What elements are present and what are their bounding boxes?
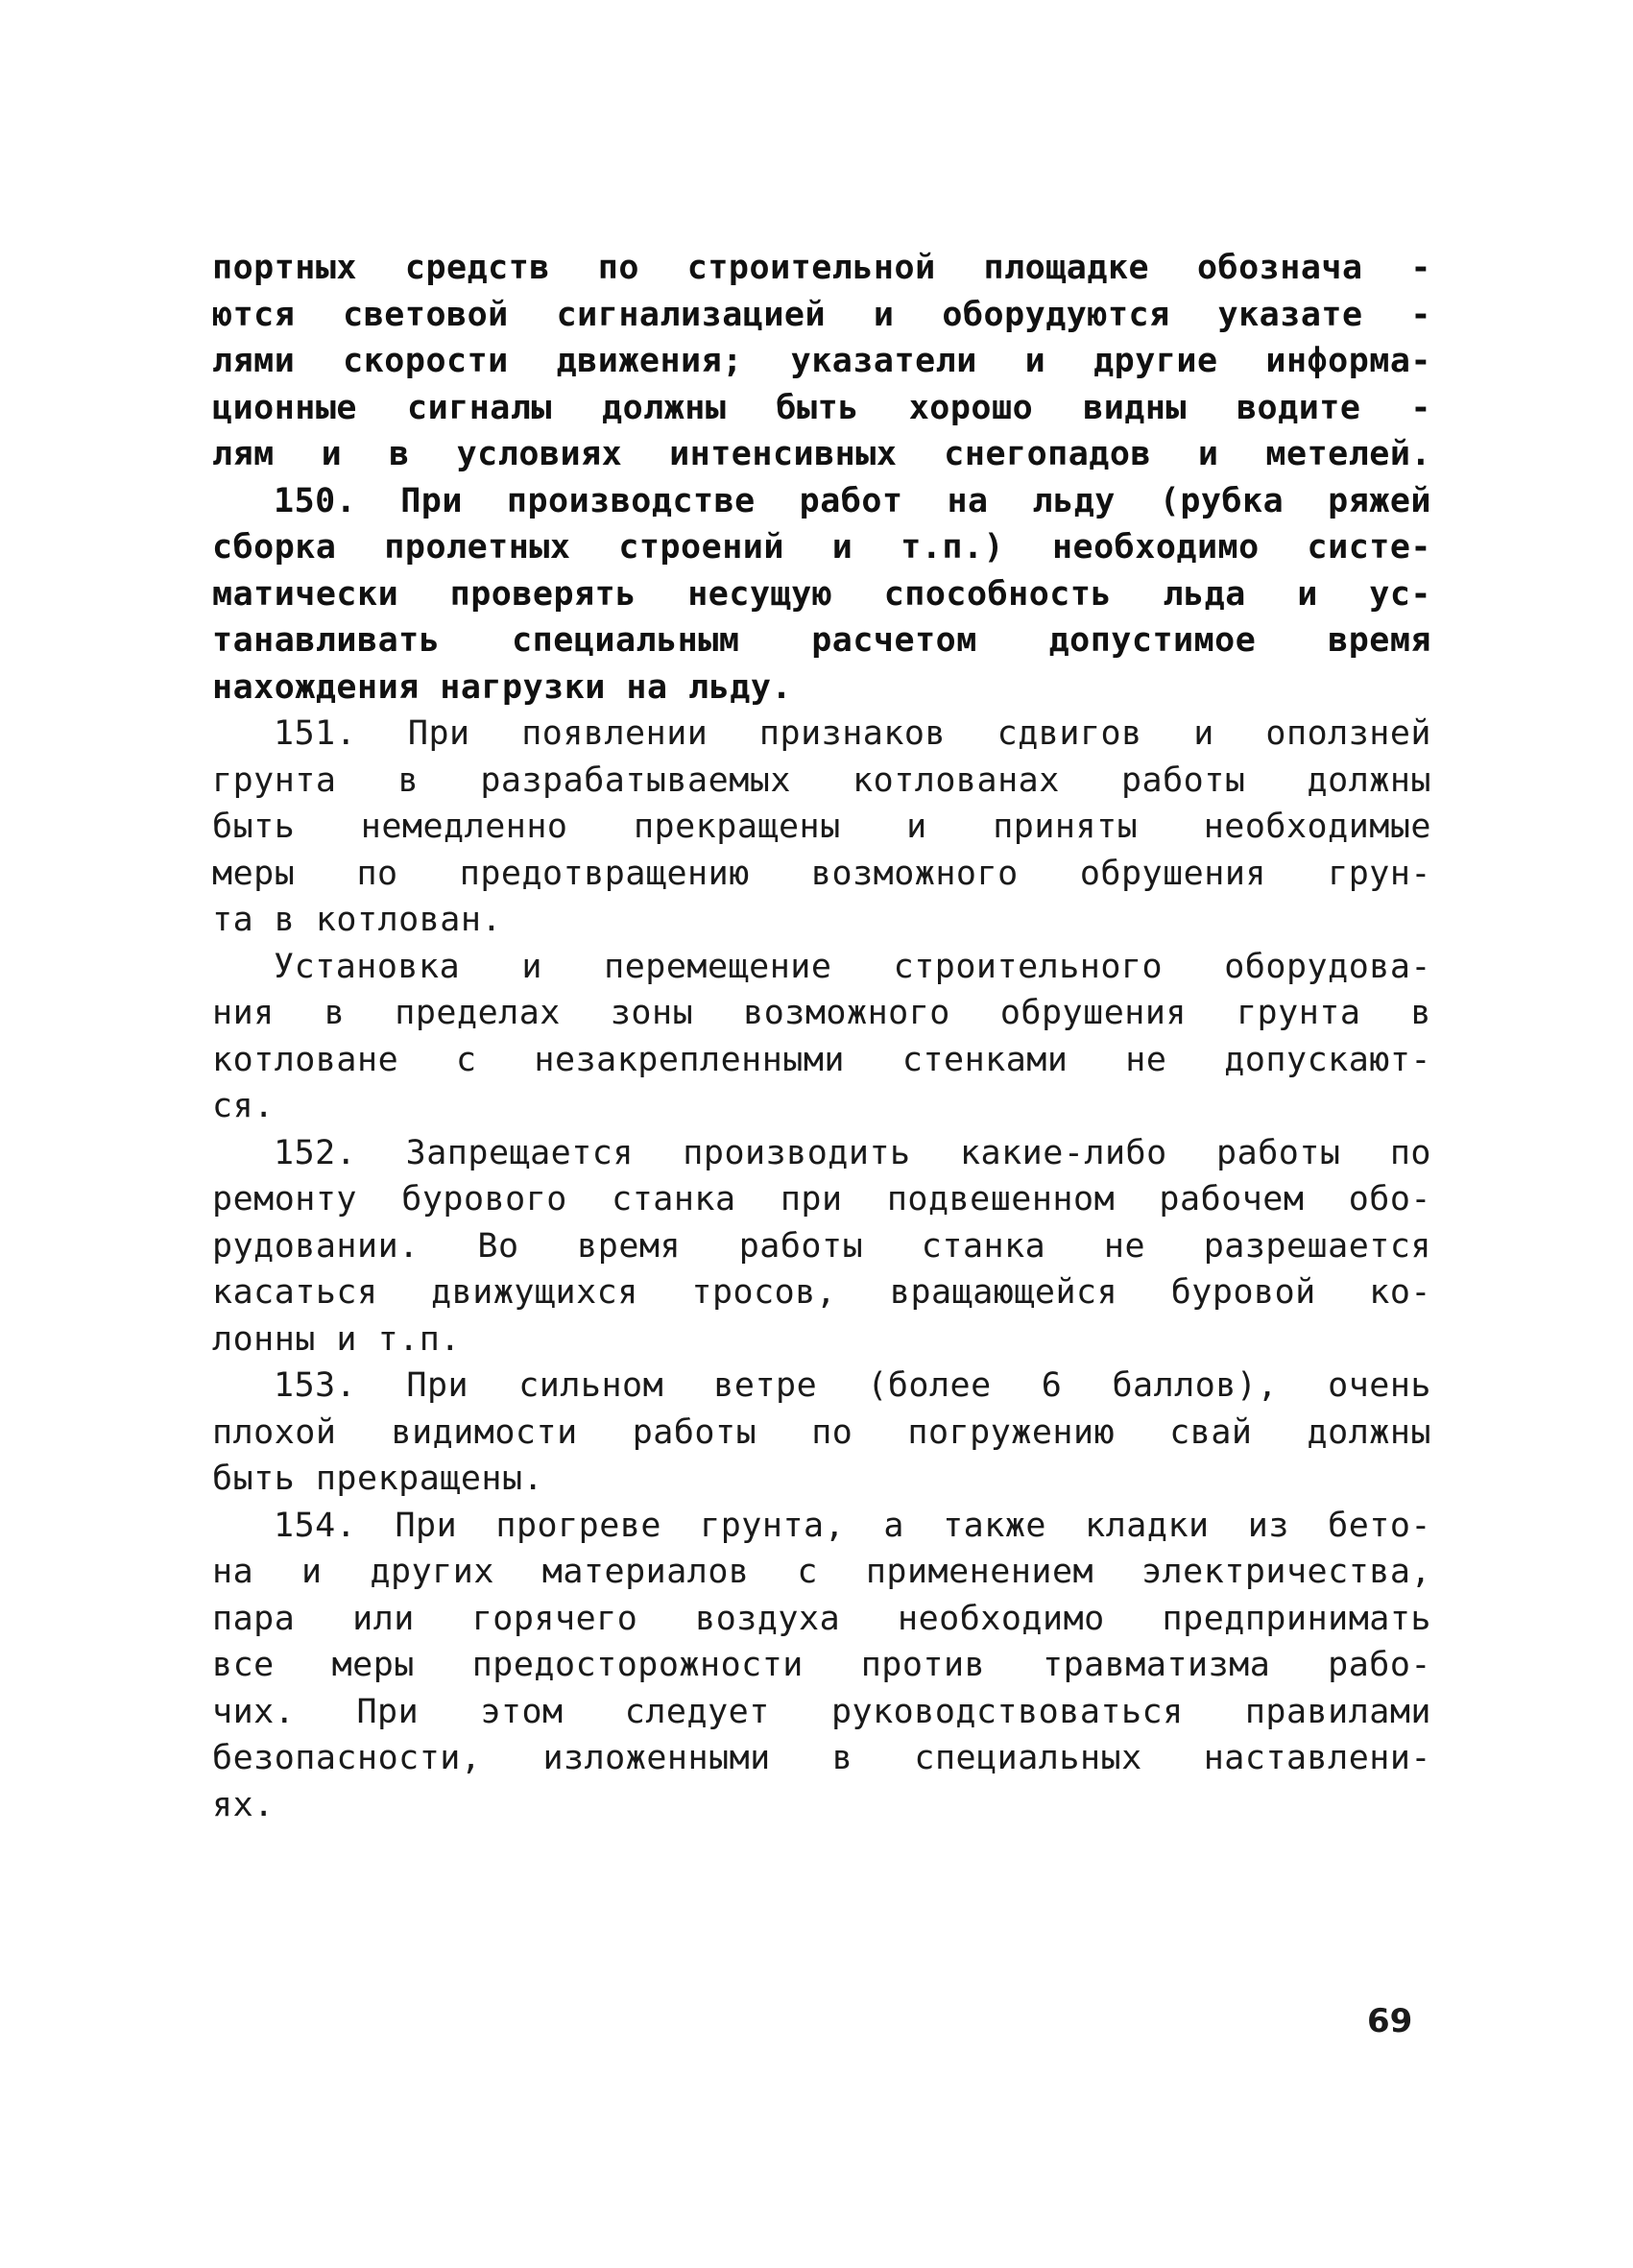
text-line: ния в пределах зоны возможного обрушения грунта в xyxy=(212,994,1431,1032)
paragraph-installation-start: Установка и перемещение строительного оборудова- xyxy=(274,947,1431,986)
text-line: касаться движущихся тросов, вращающейся буровой ко- xyxy=(212,1273,1431,1312)
text-line: та в котлован. xyxy=(212,901,503,939)
body-text xyxy=(212,245,1431,1828)
text-line: ются световой сигнализацией и оборудуются указате - xyxy=(212,295,1431,334)
text-line: лонны и т.п. xyxy=(212,1319,461,1359)
page-number: 69 xyxy=(1367,2002,1413,2040)
text-line: быть прекращены. xyxy=(212,1460,544,1498)
text-line: меры по предотвращению возможного обрушения грун- xyxy=(212,854,1431,893)
paragraph-154-start: 154. При прогреве грунта, а также кладки из бето- xyxy=(274,1506,1431,1545)
text-line: котловане с незакрепленными стенками не допускают- xyxy=(212,1040,1431,1079)
text-line: лями скорости движения; указатели и другие информа- xyxy=(212,342,1431,380)
text-line: на и других материалов с применением электричества, xyxy=(212,1553,1431,1591)
text-line: быть немедленно прекращены и приняты необходимые xyxy=(212,808,1431,846)
text-line: рудовании. Во время работы станка не разрешается xyxy=(212,1226,1431,1266)
text-line: ционные сигналы должны быть хорошо видны водите - xyxy=(212,388,1431,427)
text-line: сборка пролетных строений и т.п.) необходимо систе- xyxy=(212,528,1431,567)
text-line: грунта в разрабатываемых котлованах работы должны xyxy=(212,760,1431,800)
text-line: ях. xyxy=(212,1785,275,1824)
text-line: безопасности, изложенными в специальных наставлени- xyxy=(212,1739,1431,1777)
text-line: плохой видимости работы по погружению свай должны xyxy=(212,1412,1431,1452)
text-line: ся. xyxy=(212,1087,275,1125)
text-line: танавливать специальным расчетом допустимое время xyxy=(212,621,1431,660)
text-line: матически проверять несущую способность льда и ус- xyxy=(212,574,1431,614)
text-line: чих. При этом следует руководствоваться правилами xyxy=(212,1692,1431,1731)
text-line: лям и в условиях интенсивных снегопадов и метелей. xyxy=(212,435,1431,473)
text-line: все меры предосторожности против травматизма рабо- xyxy=(212,1646,1431,1684)
text-line: портных средств по строительной площадке обознача - xyxy=(212,249,1431,287)
text-line: ремонту бурового станка при подвешенном рабочем обо- xyxy=(212,1180,1431,1218)
paragraph-151-start: 151. При появлении признаков сдвигов и оползней xyxy=(274,714,1431,753)
text-line: пара или горячего воздуха необходимо предпринимать xyxy=(212,1599,1431,1638)
paragraph-153-start: 153. При сильном ветре (более 6 баллов), очень xyxy=(274,1366,1431,1405)
paragraph-150-start: 150. При производстве работ на льду (рубка ряжей xyxy=(274,481,1431,520)
text-line: нахождения нагрузки на льду. xyxy=(212,667,793,707)
paragraph-152-start: 152. Запрещается производить какие-либо работы по xyxy=(274,1133,1431,1172)
